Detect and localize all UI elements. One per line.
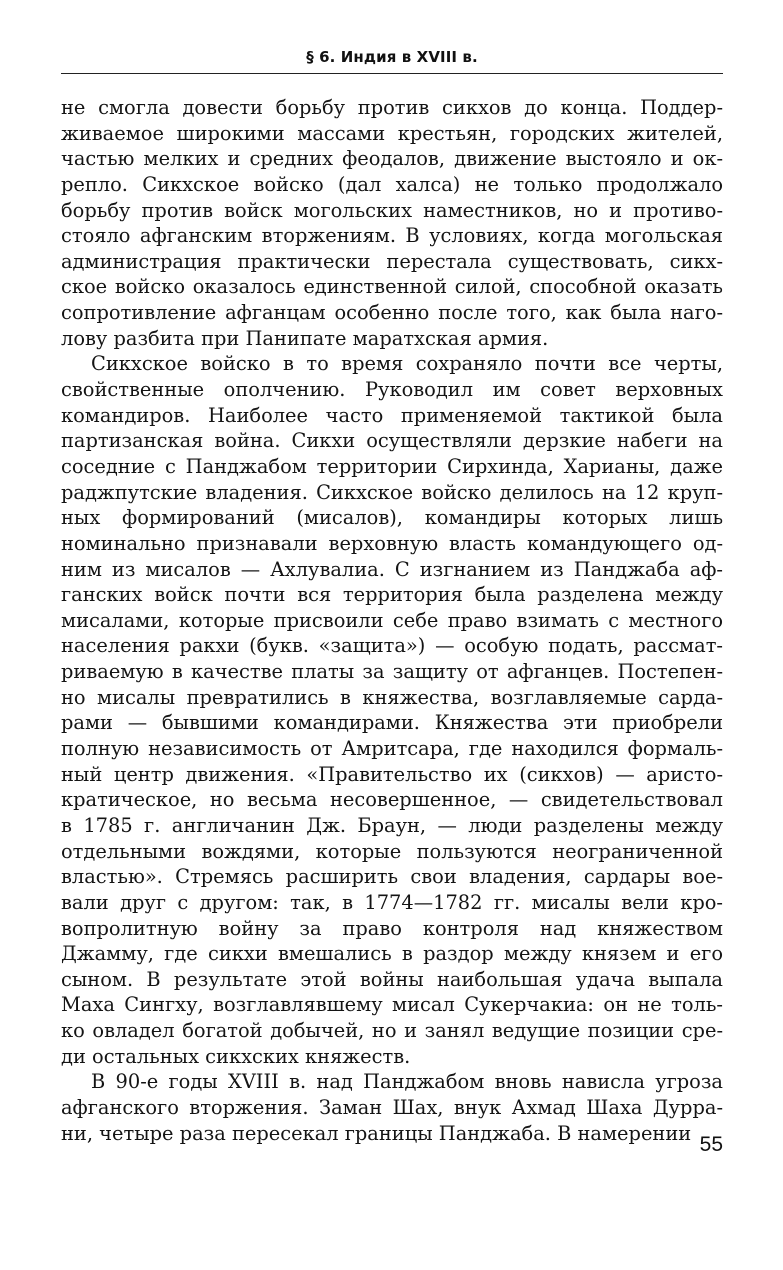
text-line: партизанская война. Сикхи осуществляли дерзкие набеги на: [61, 429, 723, 453]
text-line: вопролитную войну за право контроля над княжеством: [61, 916, 723, 940]
text-line: командиров. Наиболее часто применяемой тактикой была: [61, 403, 723, 427]
text-line: не смогла довести борьбу против сикхов до конца. Поддер-: [61, 96, 723, 119]
text-line: ный центр движения. «Правительство их (сикхов) — аристо-: [61, 762, 723, 786]
text-line: ни, четыре раза пересекал границы Панджаба. В намерении: [61, 1121, 692, 1145]
text-line: кратическое, но весьма несовершенное, — свидетельствовал: [61, 788, 723, 812]
text-line: Маха Сингху, возглавлявшему мисал Сукерчакиа: он не толь-: [61, 993, 723, 1017]
text-line: борьбу против войск могольских наместников, но и противо-: [61, 198, 723, 222]
text-line: населения ракхи (букв. «защита») — особую подать, рассмат-: [61, 634, 723, 658]
text-line: репло. Сикхское войско (дал халса) не только продолжало: [61, 172, 723, 196]
text-line: властью». Стремясь расширить свои владения, сардары вое-: [61, 865, 723, 889]
text-line: сыном. В результате этой войны наибольшая удача выпала: [61, 967, 723, 991]
text-line: ных формирований (мисалов), командиры которых лишь: [61, 506, 723, 530]
text-line: администрация практически перестала существовать, сикх-: [61, 249, 723, 273]
header-rule: [61, 73, 723, 74]
paragraph: [61, 1069, 723, 1146]
text-line: лову разбита при Панипате маратхская армия.: [61, 326, 549, 350]
page-number: 55: [699, 1133, 723, 1156]
text-line: рами — бывшими командирами. Княжества эти приобрели: [61, 711, 723, 735]
text-line: частью мелких и средних феодалов, движение выстояло и ок-: [61, 147, 723, 171]
text-line: полную независимость от Амритсара, где находился формаль-: [61, 737, 723, 761]
paragraph: [61, 95, 723, 351]
text-line: раджпутские владения. Сикхское войско делилось на 12 круп-: [61, 480, 723, 504]
text-line: афганского вторжения. Заман Шах, внук Ахмад Шаха Дурра-: [61, 1095, 723, 1119]
text-line: живаемое широкими массами крестьян, городских жителей,: [61, 121, 723, 145]
text-line: стояло афганским вторжениям. В условиях, когда могольская: [61, 224, 723, 248]
text-line: Джамму, где сикхи вмешались в раздор между князем и его: [61, 942, 723, 966]
text-line: вали друг с другом: так, в 1774—1782 гг. мисалы вели кро-: [61, 890, 723, 914]
text-line: сопротивление афганцам особенно после того, как была наго-: [61, 301, 723, 325]
text-line: но мисалы превратились в княжества, возглавляемые сарда-: [61, 685, 723, 709]
text-line: ганских войск почти вся территория была разделена между: [61, 583, 723, 607]
text-line: в 1785 г. англичанин Дж. Браун, — люди разделены между: [61, 813, 723, 837]
text-line: ко овладел богатой добычей, но и занял ведущие позиции сре-: [61, 1019, 723, 1043]
text-line: В 90-е годы XVIII в. над Панджабом вновь нависла угроза: [91, 1070, 723, 1094]
body-text: [61, 95, 723, 1146]
text-line: риваемую в качестве платы за защиту от афганцев. Постепен-: [61, 660, 723, 684]
text-line: ним из мисалов — Ахлувалиа. С изгнанием из Панджаба аф-: [61, 557, 723, 581]
text-line: ское войско оказалось единственной силой, способной оказать: [61, 275, 723, 299]
text-line: мисалами, которые присвоили себе право взимать с местного: [61, 608, 723, 632]
text-line: Сикхское войско в то время сохраняло почти все черты,: [91, 352, 723, 376]
paragraph: [61, 351, 723, 1069]
text-line: отдельными вождями, которые пользуются неограниченной: [61, 839, 723, 863]
running-header: § 6. Индия в XVIII в.: [306, 48, 478, 66]
text-line: номинально признавали верховную власть командующего од-: [61, 531, 723, 555]
text-line: свойственные ополчению. Руководил им совет верховных: [61, 378, 723, 402]
text-line: соседние с Панджабом территории Сирхинда, Харианы, даже: [61, 454, 723, 478]
text-line: ди остальных сикхских княжеств.: [61, 1044, 411, 1068]
